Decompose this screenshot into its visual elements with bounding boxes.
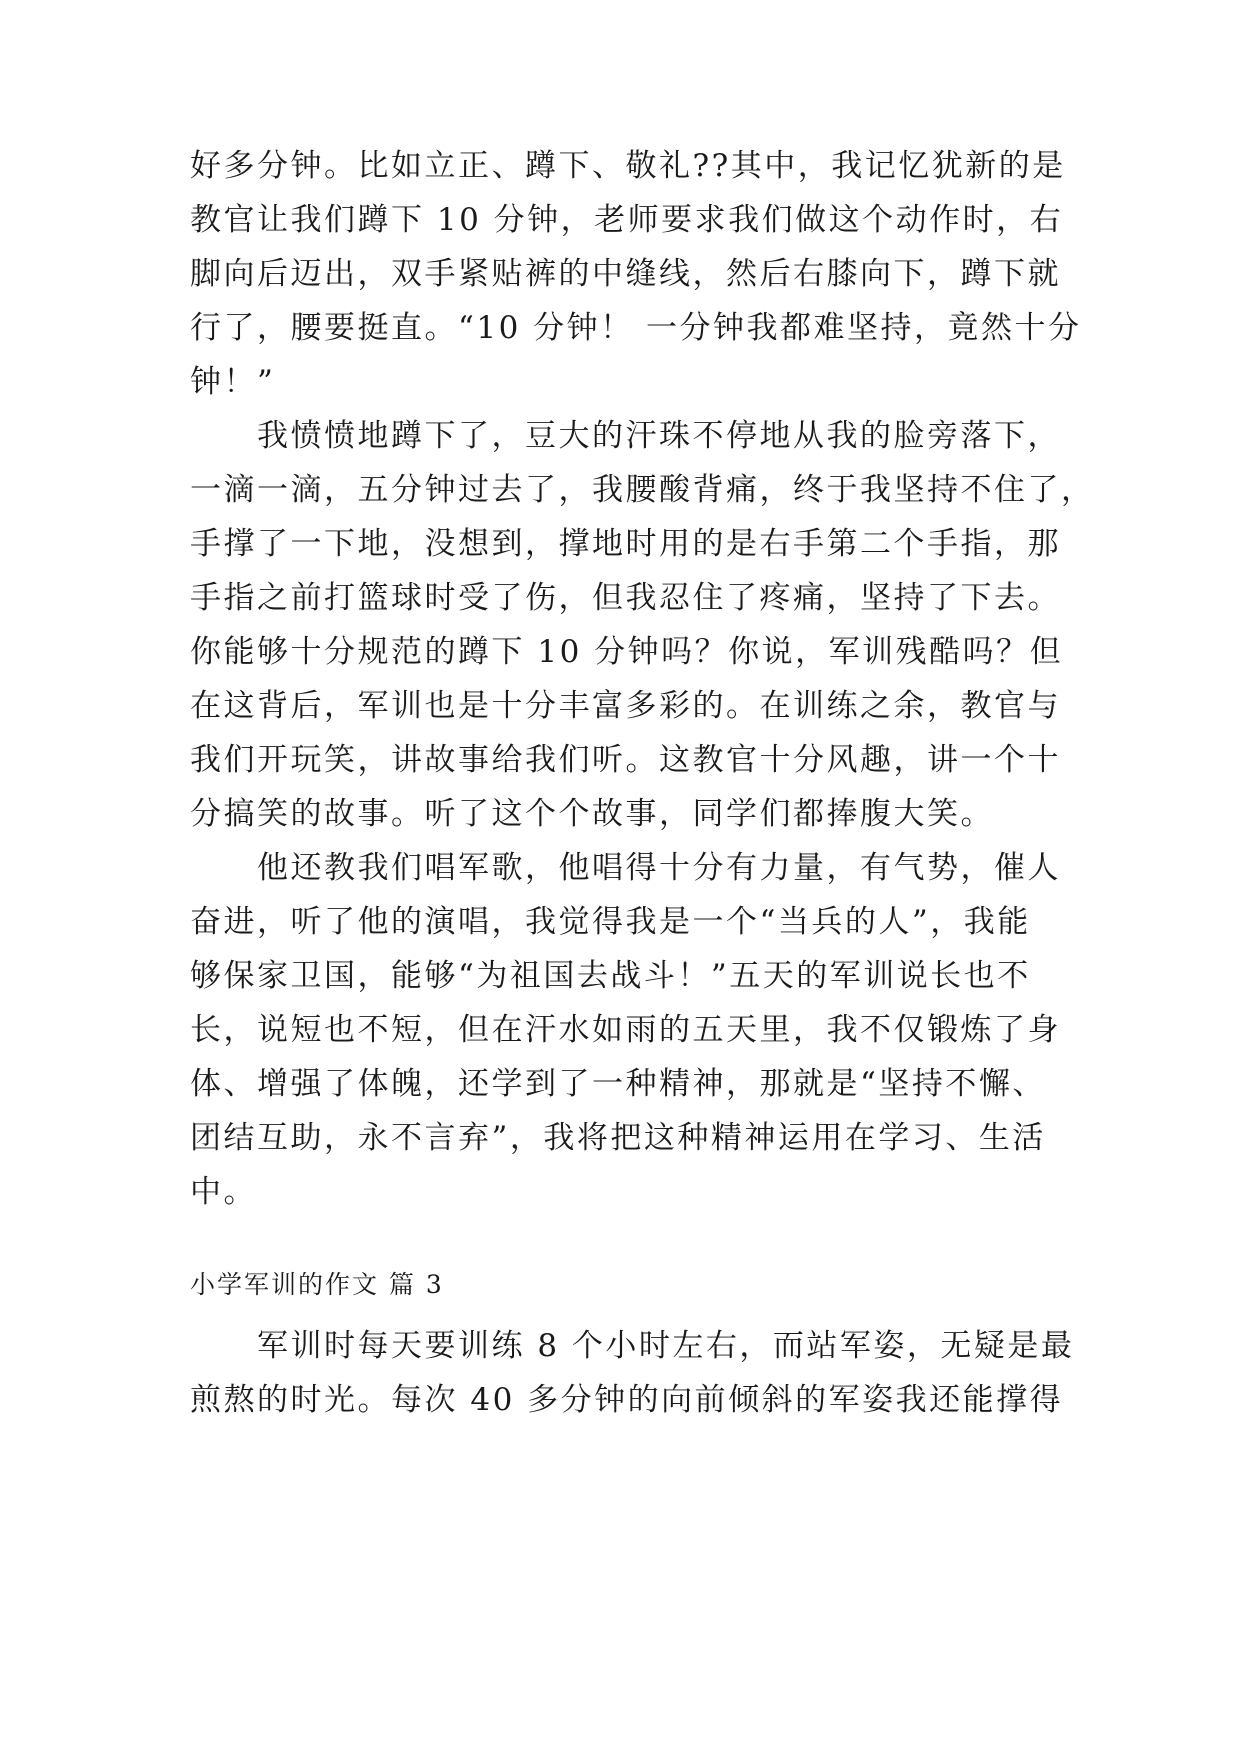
paragraph-3-line-1: 他还教我们唱军歌，他唱得十分有力量，有气势，催人 [190,850,1061,886]
paragraph-2-line-3: 手撑了一下地，没想到，撑地时用的是右手第二个手指，那 [190,526,1061,562]
paragraph-1-line-4: 行了，腰要挺直。“10 分钟！ 一分钟我都难坚持，竟然十分 [190,310,1082,346]
paragraph-2-line-7: 我们开玩笑，讲故事给我们听。这教官十分风趣，讲一个十 [190,742,1061,778]
paragraph-3-line-7: 中。 [190,1174,257,1210]
paragraph-2-line-6: 在这背后，军训也是十分丰富多彩的。在训练之余，教官与 [190,688,1061,724]
paragraph-1-line-5: 钟！” [190,364,276,400]
paragraph-2-line-8: 分搞笑的故事。听了这个个故事，同学们都捧腹大笑。 [190,796,994,832]
section-heading: 小学军训的作文 篇 3 [190,1270,444,1299]
paragraph-3-line-6: 团结互助，永不言弃”，我将把这种精神运用在学习、生活 [190,1120,1046,1156]
paragraph-2-line-1: 我愤愤地蹲下了，豆大的汗珠不停地从我的脸旁落下， [190,418,1061,454]
paragraph-2-line-4: 手指之前打篮球时受了伤，但我忍住了疼痛，坚持了下去。 [190,580,1061,616]
paragraph-3-line-4: 长，说短也不短，但在汗水如雨的五天里，我不仅锻炼了身 [190,1012,1061,1048]
paragraph-4-line-1: 军训时每天要训练 8 个小时左右，而站军姿，无疑是最 [190,1328,1075,1364]
paragraph-3-line-2: 奋进，听了他的演唱，我觉得我是一个“当兵的人”，我能 [190,904,1031,940]
paragraph-1-line-3: 脚向后迈出，双手紧贴裤的中缝线，然后右膝向下，蹲下就 [190,256,1061,292]
paragraph-2-line-5: 你能够十分规范的蹲下 10 分钟吗？你说，军训残酷吗？但 [190,634,1064,670]
paragraph-1-line-1: 好多分钟。比如立正、蹲下、敬礼??其中，我记忆犹新的是 [190,148,1066,184]
paragraph-2-line-2: 一滴一滴，五分钟过去了，我腰酸背痛，终于我坚持不住了， [190,472,1095,508]
paragraph-1-line-2: 教官让我们蹲下 10 分钟，老师要求我们做这个动作时，右 [190,202,1064,238]
paragraph-3-line-5: 体、增强了体魄，还学到了一种精神，那就是“坚持不懈、 [190,1066,1046,1102]
paragraph-4-line-2: 煎熬的时光。每次 40 多分钟的向前倾斜的军姿我还能撑得 [190,1382,1064,1418]
paragraph-3-line-3: 够保家卫国，能够“为祖国去战斗！”五天的军训说长也不 [190,958,1031,994]
